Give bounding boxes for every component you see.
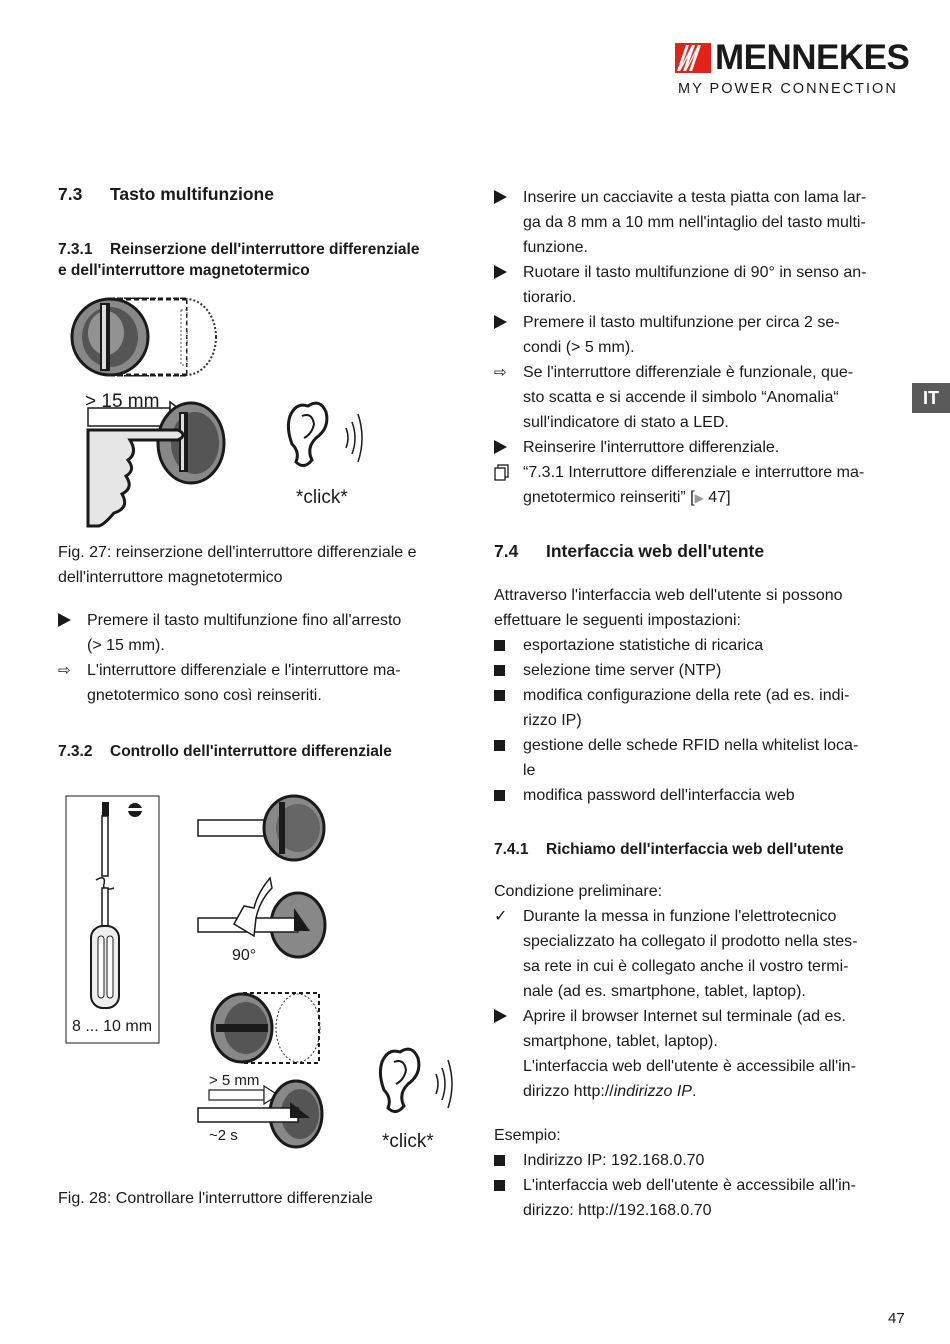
list-item: gestione delle schede RFID nella whitelist loca- le: [494, 733, 914, 783]
figure-27-illustration: [58, 288, 388, 533]
section-title: Interfaccia web dell'utente: [546, 541, 765, 561]
instruction-arrow-icon: [494, 190, 507, 204]
list-item: L'interfaccia web dell'utente è accessibile all'in- dirizzo: http://192.168.0.70: [494, 1173, 914, 1223]
fig27-distance-label: > 15 mm: [85, 391, 160, 412]
result-breaker-trips: ⇨ Se l'interruttore differenziale è funzionale, que- sto scatta e si accende il simbolo “Anomalia“ sull'indicatore di stato a LED.: [494, 360, 914, 435]
mennekes-logo-icon: [675, 43, 711, 73]
step-rotate-button: Ruotare il tasto multifunzione di 90° in senso an- tiorario.: [494, 260, 914, 310]
list-item: modifica configurazione della rete (ad es. indi- rizzo IP): [494, 683, 914, 733]
section-title: Richiamo dell'interfaccia web dell'utente: [546, 841, 844, 858]
fig28-time-label: ~2 s: [209, 1127, 238, 1144]
page-ref-icon: ▶: [694, 491, 704, 505]
brand-tagline: MY POWER CONNECTION: [678, 81, 898, 97]
fig28-width-label: 8 ... 10 mm: [72, 1018, 153, 1035]
section-title-cont: e dell'interruttore magnetotermico: [58, 262, 310, 279]
section-7-4-intro: Attraverso l'interfaccia web dell'utente si possono effettuare le seguenti impostazioni:: [494, 587, 843, 629]
instruction-arrow-icon: [494, 1009, 507, 1023]
result-arrow-icon: ⇨: [58, 662, 71, 679]
list-item: esportazione statistiche di ricarica: [494, 633, 914, 658]
fig27-click-label: *click*: [296, 487, 348, 508]
instruction-arrow-icon: [58, 613, 71, 627]
bullet-icon: [494, 1180, 505, 1191]
instruction-arrow-icon: [494, 265, 507, 279]
result-reinserted: ⇨ L'interruttore differenziale e l'interruttore ma- gnetotermico sono così reinseriti.: [58, 658, 478, 708]
step-reinsert-breaker: Reinserire l'interruttore differenziale.: [494, 435, 914, 460]
brand-logo: [675, 38, 910, 100]
bullet-icon: [494, 790, 505, 801]
section-number: 7.3.2: [58, 743, 93, 760]
section-7-4-heading: [494, 541, 764, 562]
result-arrow-icon: ⇨: [494, 364, 507, 381]
bullet-icon: [494, 640, 505, 651]
step-press-button: Premere il tasto multifunzione fino all'arresto (> 15 mm).: [58, 608, 478, 658]
step-open-browser: Aprire il browser Internet sul terminale (ad es. smartphone, tablet, laptop). L'interfaccia web dell'utente è accessibile all'in- dirizzo http://indirizzo IP.: [494, 1004, 914, 1104]
checkmark-icon: ✓: [494, 908, 508, 925]
instruction-arrow-icon: [494, 440, 507, 454]
fig28-distance-label: > 5 mm: [209, 1072, 260, 1089]
bullet-icon: [494, 690, 505, 701]
section-title: Tasto multifunzione: [110, 184, 274, 204]
precondition-item: ✓ Durante la messa in funzione l'elettrotecnico specializzato ha collegato il prodotto nella stes- sa rete in cui è collegato anche il vostro termi- nale (ad es. smartphone, tablet, laptop).: [494, 904, 914, 1004]
document-reference-icon: [494, 460, 514, 490]
figure-28-caption: Fig. 28: Controllare l'interruttore differenziale: [58, 1190, 373, 1207]
language-tab: IT: [912, 383, 950, 413]
section-number: 7.3: [58, 184, 83, 204]
brand-name: MENNEKES: [715, 38, 910, 77]
section-number: 7.4: [494, 541, 519, 561]
example-label: Esempio:: [494, 1127, 561, 1144]
section-number: 7.3.1: [58, 241, 93, 258]
section-title: Reinserzione dell'interruttore differenziale: [110, 241, 420, 258]
figure-27-caption: Fig. 27: reinserzione dell'interruttore differenziale e dell'interruttore magnetotermico: [58, 544, 417, 586]
cross-reference: “7.3.1 Interruttore differenziale e interruttore ma- gnetotermico reinseriti” [▶ 47]: [494, 460, 914, 510]
precondition-label: Condizione preliminare:: [494, 883, 663, 900]
step-insert-screwdriver: Inserire un cacciavite a testa piatta con lama lar- ga da 8 mm a 10 mm nell'intaglio del tasto multi- funzione.: [494, 185, 914, 260]
cross-reference-link[interactable]: gnetotermico reinseriti” [▶ 47]: [523, 489, 731, 506]
fig28-angle-label: 90°: [232, 947, 257, 964]
bullet-icon: [494, 665, 505, 676]
fig28-click-label: *click*: [382, 1131, 434, 1152]
list-item: modifica password dell'interfaccia web: [494, 783, 914, 808]
bullet-icon: [494, 1155, 505, 1166]
section-title: Controllo dell'interruttore differenziale: [110, 743, 392, 760]
section-7-3-heading: [58, 184, 274, 205]
list-item: Indirizzo IP: 192.168.0.70: [494, 1148, 914, 1173]
section-7-3-2-heading: [58, 741, 478, 762]
section-number: 7.4.1: [494, 841, 529, 858]
section-7-3-1-heading: [58, 239, 478, 281]
list-item: selezione time server (NTP): [494, 658, 914, 683]
bullet-icon: [494, 740, 505, 751]
instruction-arrow-icon: [494, 315, 507, 329]
figure-28-illustration: [58, 788, 478, 1158]
step-press-2-seconds: Premere il tasto multifunzione per circa 2 se- condi (> 5 mm).: [494, 310, 914, 360]
page-number: 47: [888, 1310, 905, 1327]
section-7-4-1-heading: [494, 839, 914, 860]
